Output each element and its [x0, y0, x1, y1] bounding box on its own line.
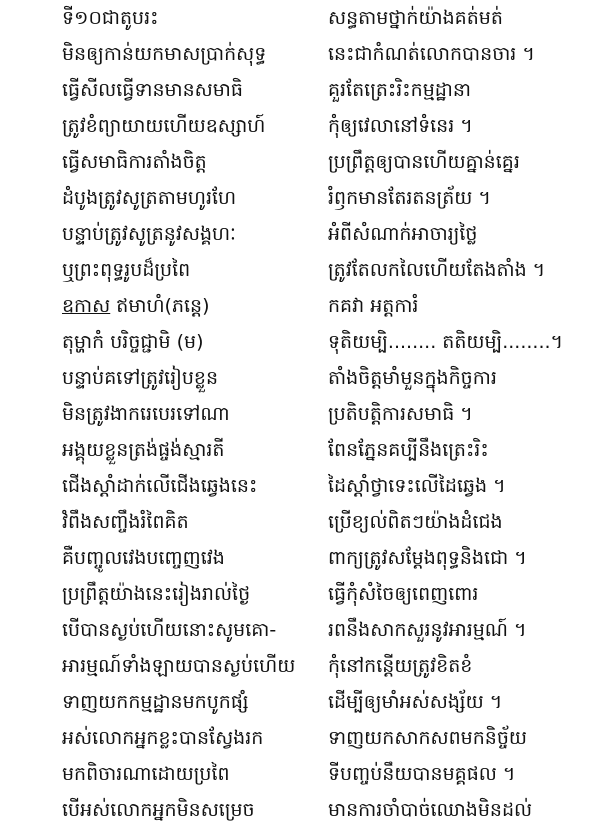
verse-line [0, 360, 600, 397]
verse-right-hemistich: ទុតិយម្បិ........ តតិយម្បិ........។ [328, 331, 564, 353]
verse-line [0, 216, 600, 253]
verse-right-hemistich: ដើម្បីឲ្យមាំអស់សង្ស័យ ។ [328, 691, 503, 713]
verse-right-hemistich: សន្ធតាមថ្នាក់យ៉ាងគត់មត់ [328, 7, 503, 29]
verse-right-hemistich: ពាក្យត្រូវសម្តែងពុទ្ធនិងជោ ។ [328, 547, 527, 569]
verse-left-hemistich: ធ្វើសីលធ្វើទានមានសមាធិ [62, 79, 243, 101]
verse-right-hemistich: ដៃស្តាំថ្វាទេះលើដៃឆ្វេង ។ [328, 475, 506, 497]
verse-line [0, 612, 600, 649]
verse-right-hemistich: គួរតែត្រេះរិះកម្មដ្ឋានា [328, 79, 471, 101]
verse-line [0, 0, 600, 37]
verse-right-hemistich: កុំនៅកន្តើយត្រូវខិតខំ [328, 655, 473, 677]
verse-left-hemistich: មិនត្រូវងាករេបេរទៅណា [62, 403, 230, 425]
okasa-heading: ឧកាស [62, 295, 111, 317]
verse-right-hemistich: ទាញយកសាកសពមកនិច្ច័យ [328, 727, 527, 749]
verse-right-hemistich: ប្រតិបត្តិការសមាធិ ។ [328, 403, 473, 425]
verse-left-hemistich: បើអស់លោកអ្នកមិនសម្រេច [62, 799, 255, 821]
verse-left-hemistich: ឬព្រះពុទ្ធរូបដ៏ប្រពៃ [62, 259, 191, 281]
verse-right-hemistich: ទីបញ្ចប់នឹយបានមគ្គផល ។ [328, 763, 516, 785]
verse-right-hemistich: នេះជាកំណត់លោកបានចារ ។ [328, 43, 535, 65]
verse-left-hemistich: ត្រូវខំព្យាយាយហើយឧស្សាហ៍ [62, 115, 266, 137]
verse-line [0, 576, 600, 613]
verse-right-hemistich: កគវា អត្តការំ [328, 295, 419, 317]
verse-left-hemistich: បើបានស្ងប់ហើយនោះសូមគោ- [62, 619, 277, 641]
verse-left-hemistich: បន្ទាប់ត្រូវសូត្រនូវសង្គហៈ [62, 223, 236, 245]
verse-left-hemistich: ទី១០ជាតូបរះ [62, 7, 159, 29]
verse-line [0, 504, 600, 541]
verse-right-hemistich: ពែនភ្នែនគប្បីនឹងត្រេះរិះ [328, 439, 489, 461]
verse-right-hemistich: រំឭកមានតែរតនត្រ័យ ។ [328, 187, 491, 209]
verse-line [0, 756, 600, 793]
verse-line [0, 252, 600, 289]
verse-line [0, 36, 600, 73]
verse-line [0, 540, 600, 577]
verse-right-hemistich: ប្រើខ្យល់ពិតៗយ៉ាងដំជេង [328, 511, 503, 533]
verse-left-hemistich: វំពឹងសញ្ចឹងរំពៃគិត [62, 511, 189, 533]
verse-line [0, 468, 600, 505]
verse-right-hemistich: ត្រូវតែលកលៃហើយតែងតាំង ។ [328, 259, 546, 281]
verse-line [0, 432, 600, 469]
verse-left-hemistich: ទាញយកកម្មដ្ឋានមកបូកផ្សំ [62, 691, 249, 713]
verse-left-hemistich: ដំបូងត្រូវសូត្រតាមហូរហែ [62, 187, 237, 209]
verse-left-hemistich: អារម្មណ៍ទាំងឡាយបានស្ងប់ហើយ [62, 655, 296, 677]
verse-left-hemistich: អស់លោកអ្នកខ្លះបានស្វែងរក [62, 727, 264, 749]
verse-right-hemistich: កុំឲ្យវេលានៅទំនេរ ។ [328, 115, 473, 137]
verse-line [0, 324, 600, 361]
verse-left-hemistich: គឺបញ្ចូលវេងបញ្ចេញវេង [62, 547, 225, 569]
verse-left-hemistich: ធ្វើសមាធិការតាំងចិត្ត [62, 151, 207, 173]
verse-line [0, 288, 600, 325]
verse-left-hemistich: ប្រព្រឹត្តយ៉ាងនេះរៀងរាល់ថ្ងៃ [62, 583, 251, 605]
verse-left-hemistich: តុម្ហាកំ បរិច្ចជ្ជាមិ (ម) [62, 331, 204, 353]
verse-line [0, 396, 600, 433]
verse-line [0, 720, 600, 757]
verse-line [0, 72, 600, 109]
verse-line [0, 684, 600, 721]
verse-line [0, 792, 600, 829]
verse-left-hemistich: បន្ទាប់គទៅត្រូវរៀបខ្លួន [62, 367, 219, 389]
verse-right-hemistich: អំពីសំណាក់អាចារ្យថ្លៃ [328, 223, 478, 245]
verse-right-hemistich: មានការចាំបាច់ឈោងមិនដល់ [328, 799, 533, 821]
verse-left-hemistich: មកពិចារណាដោយប្រពៃ [62, 763, 230, 785]
verse-left-hemistich: អង្គុយខ្លួនត្រង់ផ្ចង់ស្មារតី [62, 439, 225, 461]
verse-right-hemistich: តាំងចិត្តមាំមួនក្នុងកិច្ចការ [328, 367, 497, 389]
verse-left-remainder: ឥមាហំ(ភន្តេ) [110, 295, 210, 317]
verse-line [0, 108, 600, 145]
verse-line [0, 648, 600, 685]
verse-right-hemistich: ធ្វើកុំសំចៃឲ្យពេញពោរ [328, 583, 479, 605]
verse-line [0, 180, 600, 217]
verse-line [0, 144, 600, 181]
verse-right-hemistich: រពនឹងសាកសួរនូវអារម្មណ៍ ។ [328, 619, 527, 641]
verse-left-hemistich [62, 288, 312, 325]
verse-left-hemistich: មិនឲ្យកាន់យកមាសប្រាក់សុទ្ធ [62, 43, 267, 65]
verse-right-hemistich: ប្រព្រឹត្តឲ្យបានហើយគ្នាន់គ្នេរ [328, 151, 520, 173]
verse-left-hemistich: ជើងស្តាំដាក់លើជើងឆ្វេងនេះ [62, 475, 258, 497]
